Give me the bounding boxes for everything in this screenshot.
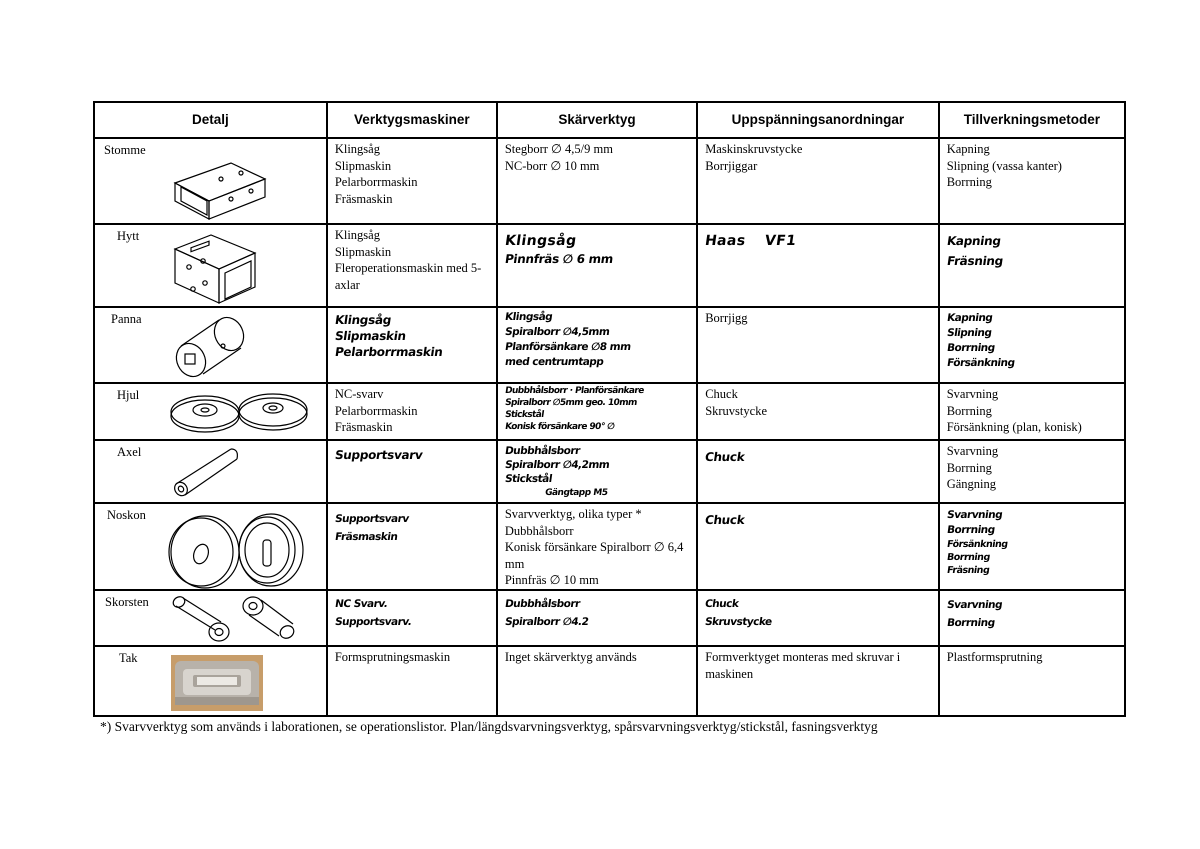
table-header-row	[94, 102, 1125, 138]
cell-line: Pelarborrmaskin	[334, 403, 418, 418]
handwritten-line: Svarvning	[945, 599, 1003, 611]
skarverktyg-cell	[497, 224, 697, 307]
uppspanning-cell	[697, 224, 939, 307]
handwritten-line: Slipmaskin	[333, 329, 407, 343]
verktygsmaskiner-cell	[327, 307, 497, 383]
detail-name: Hjul	[117, 388, 140, 402]
skarverktyg-cell	[497, 138, 697, 224]
detail-cell	[94, 383, 327, 440]
handwritten-line: Pinnfräs ∅ 6 mm	[503, 252, 614, 266]
table-row	[94, 590, 1125, 646]
uppspanning-cell	[697, 590, 939, 646]
cell-line: Dubbhålsborr	[504, 523, 574, 538]
header-uppspanning: Uppspänningsanordningar	[697, 102, 939, 138]
cell-line: Slipmaskin	[334, 158, 392, 173]
nose-cone-drawing-icon	[161, 510, 307, 590]
metoder-cell	[939, 224, 1125, 307]
skarverktyg-cell	[497, 440, 697, 503]
handwritten-line: Supportsvarv	[333, 448, 424, 462]
cell-line: Kapning	[946, 142, 990, 156]
cab-box-drawing-icon	[171, 231, 261, 305]
handwritten-line: Pelarborrmaskin	[333, 345, 444, 359]
cell-line: Borrning	[946, 175, 992, 189]
handwritten-line: Spiralborr ∅4,5mm	[504, 326, 611, 338]
verktygsmaskiner-cell	[327, 138, 497, 224]
skarverktyg-cell	[497, 590, 697, 646]
cell-line: Borrjigg	[705, 311, 748, 325]
header-tillverkningsmetoder: Tillverkningsmetoder	[939, 102, 1125, 138]
handwritten-line: Skruvstycke	[704, 616, 773, 628]
handwritten-line: Konisk försänkare 90° ∅	[504, 422, 615, 432]
table-row	[94, 383, 1125, 440]
handwritten-line: NC Svarv.	[333, 598, 388, 610]
handwritten-line: Supportsvarv	[333, 513, 410, 525]
wheels-drawing-icon	[169, 388, 309, 436]
cell-line: Fleroperationsmaskin med 5-axlar	[334, 261, 482, 292]
cell-line: Borrning	[946, 403, 992, 418]
table-row	[94, 307, 1125, 383]
uppspanning-cell	[697, 383, 939, 440]
chimney-drawing-icon	[169, 594, 299, 644]
axle-drawing-icon	[171, 445, 241, 501]
cell-line: Pinnfräs ∅ 10 mm	[504, 573, 599, 587]
cell-line: Klingsåg	[334, 228, 380, 242]
metoder-cell	[939, 440, 1125, 503]
detail-name: Stomme	[104, 143, 146, 157]
header-detalj: Detalj	[94, 102, 327, 138]
handwritten-line: Spiralborr ∅4.2	[504, 616, 590, 628]
verktygsmaskiner-cell	[327, 383, 497, 440]
header-verktygsmaskiner: Verktygsmaskiner	[327, 102, 497, 138]
uppspanning-cell	[697, 138, 939, 224]
verktygsmaskiner-cell	[327, 590, 497, 646]
verktygsmaskiner-cell	[327, 440, 497, 503]
detail-cell	[94, 440, 327, 503]
uppspanning-cell	[697, 503, 939, 590]
cell-line: Konisk försänkare Spiralborr ∅ 6,4 mm	[504, 540, 684, 571]
handwritten-line: med centrumtapp	[504, 356, 605, 368]
handwritten-line: Borrning	[945, 342, 996, 354]
cell-line: Stegborr ∅ 4,5/9 mm	[504, 142, 613, 156]
handwritten-line: Dubbhålsborr	[504, 598, 581, 610]
handwritten-line: Chuck	[704, 513, 746, 527]
table-row	[94, 503, 1125, 590]
skarverktyg-cell	[497, 383, 697, 440]
footnote: *) Svarvverktyg som används i laborationen, se operationslistor. Plan/längdsvarvningsverktyg, spårsvarvningsverktyg/stickstål, fasningsverktyg	[100, 719, 878, 734]
handwritten-line: Stickstål	[504, 473, 553, 485]
cell-line: Inget skärverktyg används	[504, 650, 637, 664]
plastic-roof-photo-icon	[171, 655, 263, 711]
table-row	[94, 138, 1125, 224]
handwritten-line: Kapning	[945, 312, 993, 324]
metoder-cell	[939, 307, 1125, 383]
uppspanning-cell	[697, 307, 939, 383]
cell-line: Chuck	[705, 387, 738, 401]
table-row	[94, 440, 1125, 503]
cell-line: Fräsmaskin	[334, 420, 393, 434]
handwritten-line: Dubbhålsborr	[504, 445, 581, 457]
handwritten-line: Borrning	[945, 617, 996, 629]
handwritten-line: Klingsåg	[333, 313, 392, 327]
cell-line: Fräsmaskin	[334, 191, 393, 206]
cell-line: Slipmaskin	[334, 244, 392, 259]
handwritten-line: Fräsning	[945, 565, 990, 576]
cell-line: Formsprutningsmaskin	[334, 650, 451, 664]
verktygsmaskiner-cell	[327, 646, 497, 716]
cell-line: Plastformsprutning	[946, 650, 1043, 664]
handwritten-line: Chuck	[704, 598, 740, 610]
handwritten-line: Chuck	[704, 450, 746, 464]
tooling-table	[93, 101, 1126, 717]
handwritten-line: Gängtapp M5	[544, 488, 608, 498]
metoder-cell	[939, 503, 1125, 590]
detail-name: Tak	[119, 651, 138, 665]
cell-line: Klingsåg	[334, 142, 380, 156]
detail-cell	[94, 590, 327, 646]
cell-line: Borrjiggar	[705, 158, 758, 173]
cell-line: Svarvning	[946, 387, 999, 401]
handwritten-line: Borrning	[945, 524, 996, 536]
verktygsmaskiner-cell	[327, 503, 497, 590]
skarverktyg-cell	[497, 646, 697, 716]
verktygsmaskiner-cell	[327, 224, 497, 307]
handwritten-line: Klingsåg	[504, 311, 553, 323]
skarverktyg-cell	[497, 307, 697, 383]
detail-cell	[94, 307, 327, 383]
cell-line: Pelarborrmaskin	[334, 175, 418, 189]
detail-cell	[94, 503, 327, 590]
handwritten-line: Försänkning	[945, 539, 1009, 550]
cell-line: Svarvverktyg, olika typer *	[504, 507, 642, 521]
cell-line: Svarvning	[946, 444, 999, 458]
handwritten-line: Supportsvarv.	[333, 616, 412, 628]
cell-line: Skruvstycke	[705, 403, 767, 418]
handwritten-line: Stickstål	[504, 410, 545, 420]
skarverktyg-cell	[497, 503, 697, 590]
uppspanning-cell	[697, 646, 939, 716]
rectangular-tube-drawing-icon	[171, 153, 271, 221]
handwritten-line: Klingsåg	[503, 233, 578, 249]
handwritten-line: Spiralborr ∅4,2mm	[504, 459, 610, 471]
metoder-cell	[939, 590, 1125, 646]
cylinder-drawing-icon	[171, 312, 251, 382]
metoder-cell	[939, 383, 1125, 440]
cell-line: Försänkning (plan, konisk)	[946, 420, 1082, 434]
cell-line: Borrning	[946, 460, 992, 475]
detail-name: Hytt	[117, 229, 140, 243]
cell-line: Gängning	[946, 477, 996, 491]
handwritten-line: Spiralborr ∅5mm geo. 10mm	[504, 398, 638, 408]
handwritten-line: Fräsmaskin	[333, 531, 399, 543]
uppspanning-cell	[697, 440, 939, 503]
detail-cell	[94, 224, 327, 307]
handwritten-line: Fräsning	[945, 254, 1004, 268]
handwritten-line: Kapning	[945, 234, 1002, 248]
handwritten-line: Borrning	[945, 552, 991, 563]
handwritten-line: Haas VF1	[704, 233, 798, 249]
detail-name: Panna	[111, 312, 142, 326]
handwritten-line: Planförsänkare ∅8 mm	[504, 341, 632, 353]
detail-cell	[94, 138, 327, 224]
detail-name: Skorsten	[105, 595, 149, 609]
header-skarverktyg: Skärverktyg	[497, 102, 697, 138]
detail-name: Axel	[117, 445, 142, 459]
table-row	[94, 646, 1125, 716]
table-row	[94, 224, 1125, 307]
metoder-cell	[939, 138, 1125, 224]
cell-line: Slipning (vassa kanter)	[946, 158, 1062, 173]
cell-line: Formverktyget monteras med skruvar i maskinen	[705, 650, 901, 681]
handwritten-line: Svarvning	[945, 509, 1003, 521]
cell-line: NC-borr ∅ 10 mm	[504, 158, 600, 173]
metoder-cell	[939, 646, 1125, 716]
handwritten-line: Försänkning	[945, 357, 1016, 369]
detail-cell	[94, 646, 327, 716]
handwritten-line: Slipning	[945, 327, 992, 339]
cell-line: NC-svarv	[334, 387, 384, 401]
cell-line: Maskinskruvstycke	[705, 142, 803, 156]
handwritten-line: Dubbhålsborr · Planförsänkare	[504, 386, 645, 396]
detail-name: Noskon	[107, 508, 146, 522]
